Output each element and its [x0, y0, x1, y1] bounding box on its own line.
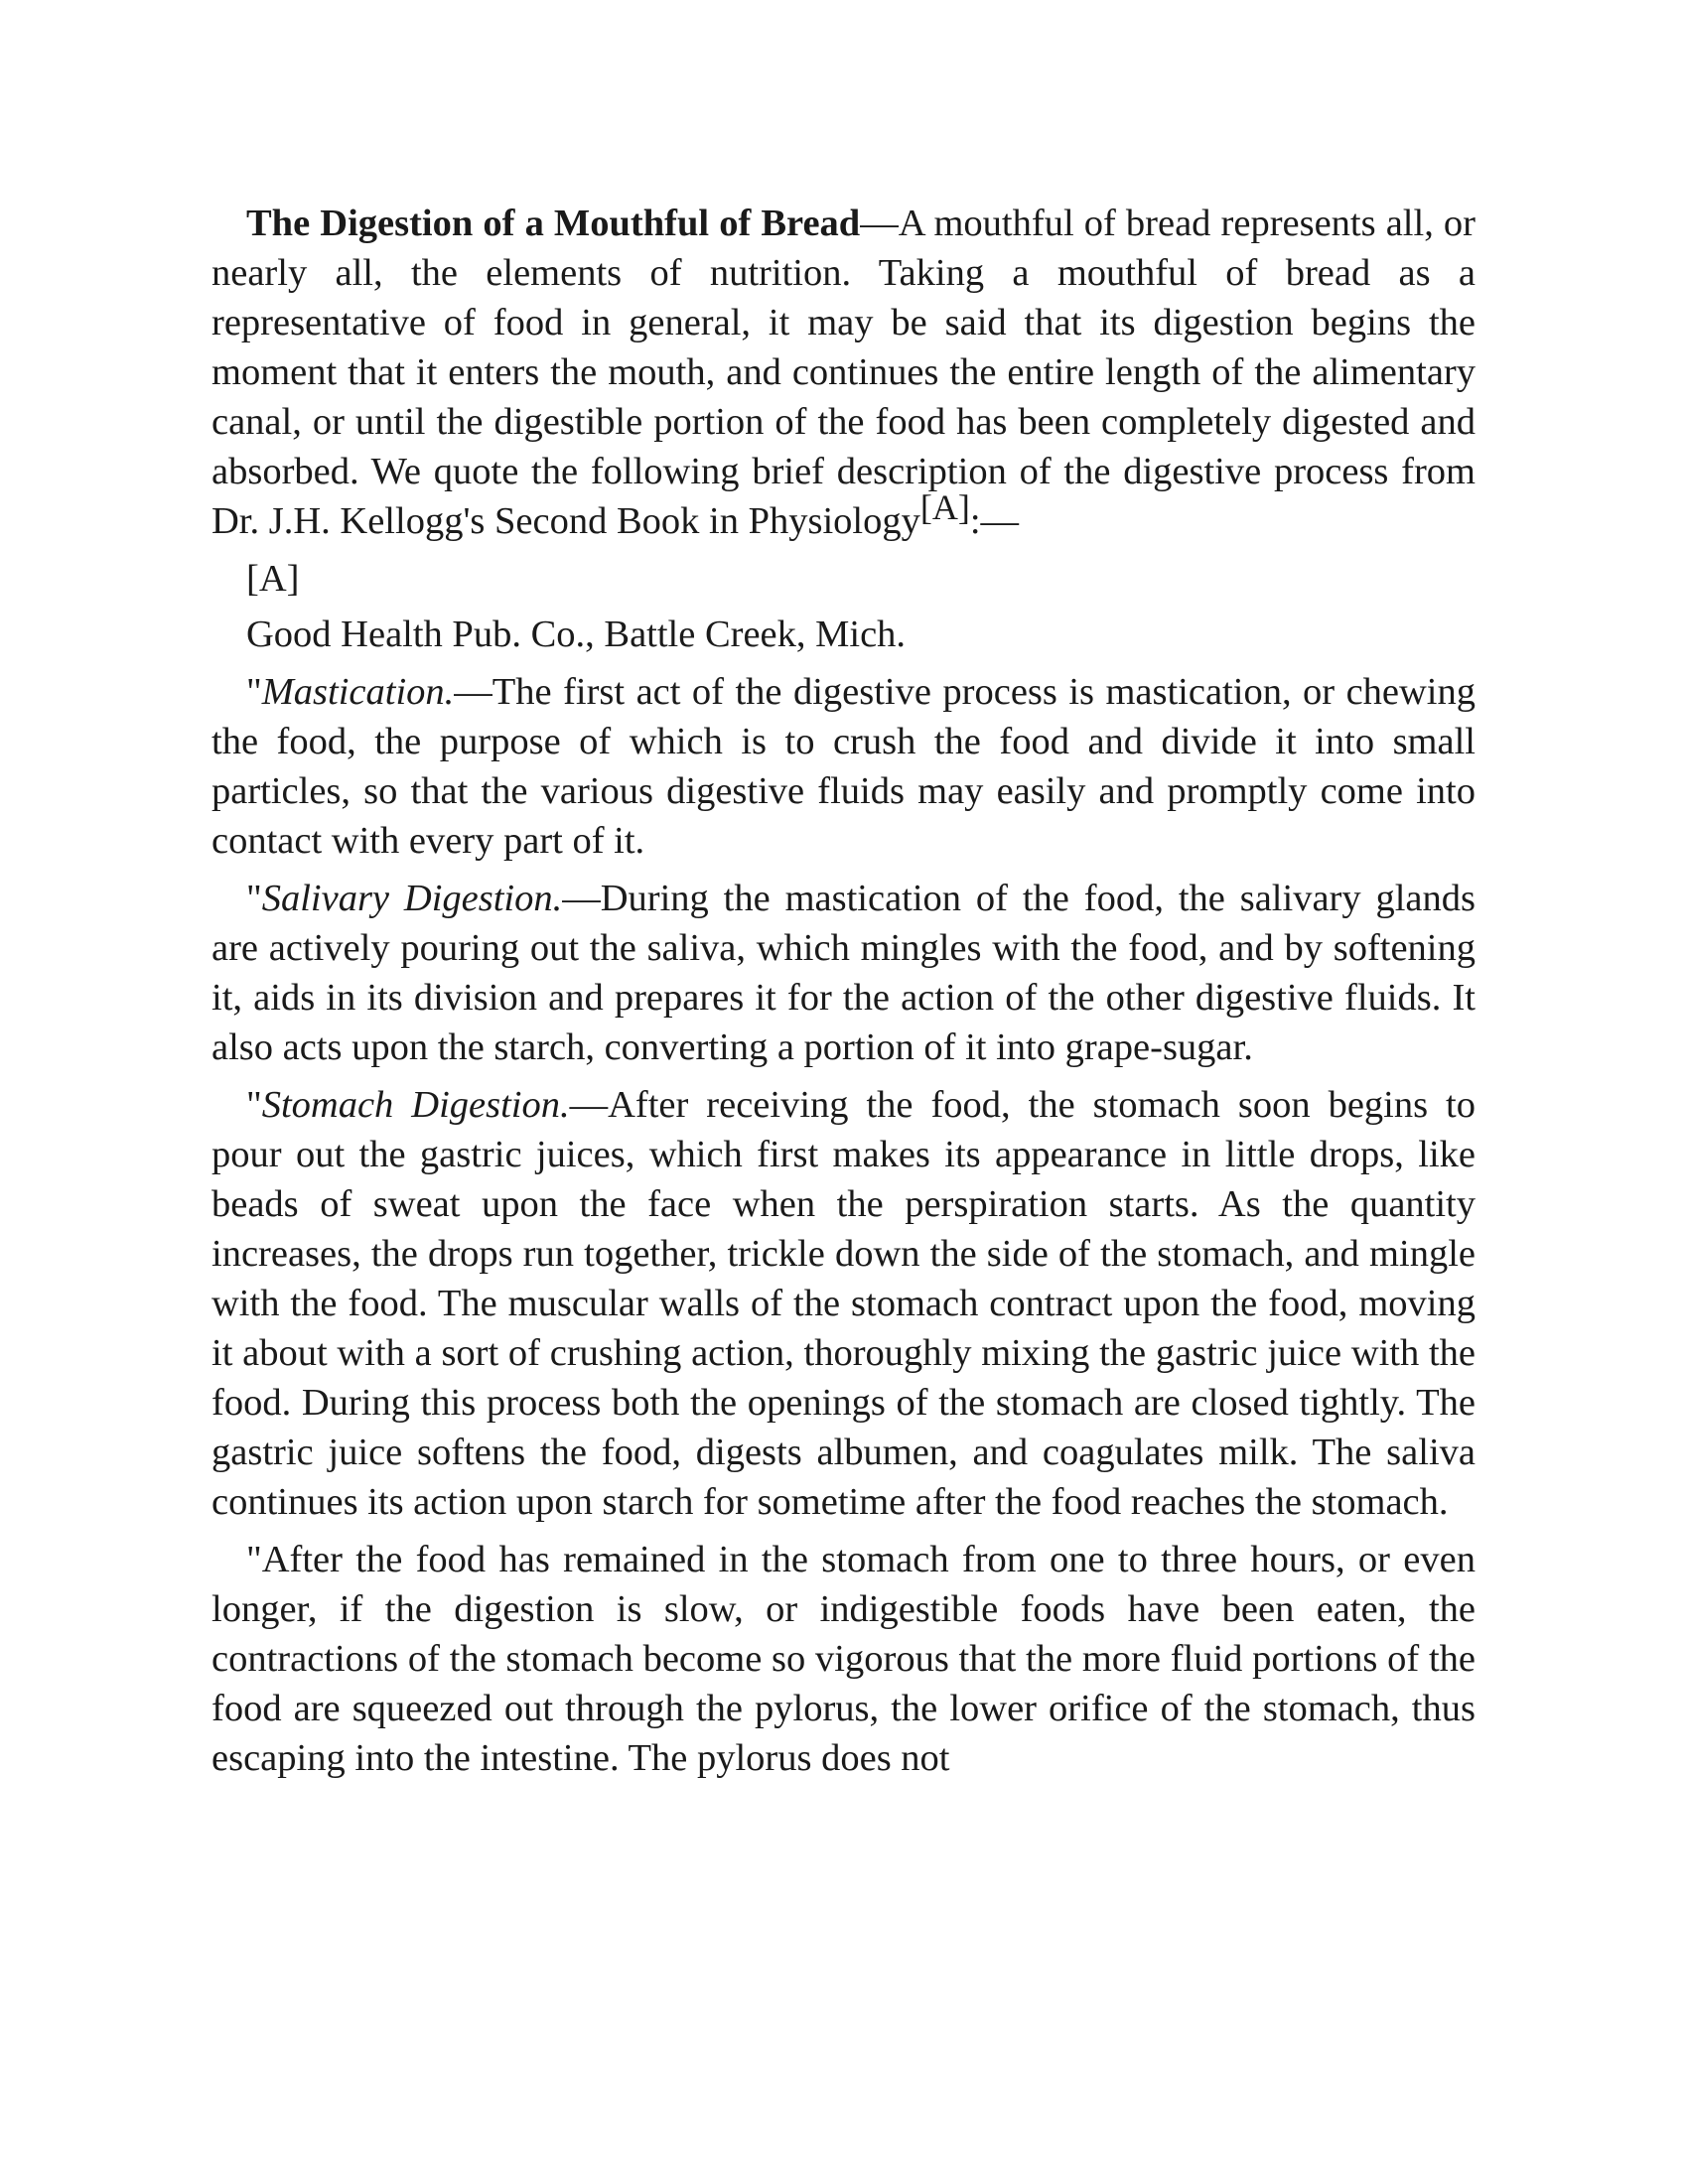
paragraph-text: —During the mastication of the food, the salivary glands are actively pouring out the saliva, which mingles with the food, and by softening it, aids in its division and prepares it for the action of the other digestive fluids. It also acts upon the starch, converting a portion of it into grape-sugar.	[211, 878, 1476, 1068]
section-heading: The Digestion of a Mouthful of Bread	[246, 203, 861, 244]
paragraph-after-food: "After the food has remained in the stomach from one to three hours, or even longer, if the digestion is slow, or indigestible foods have been eaten, the contractions of the stomach become so vigorous that the more fluid portions of the food are squeezed out through the pylorus, the lower orifice of the stomach, thus escaping into the intestine. The pylorus does not	[211, 1539, 1476, 1779]
paragraph-tail: :—	[969, 500, 1020, 542]
subsection-title: Mastication.	[261, 671, 455, 713]
footnote-reference-link[interactable]: [A]	[919, 487, 970, 527]
paragraph-bread-digestion	[211, 199, 1476, 546]
subsection-title: Salivary Digestion.	[261, 878, 563, 919]
paragraph-mastication	[211, 667, 1476, 866]
open-quote: "	[246, 1084, 262, 1126]
document-page	[211, 199, 1476, 1791]
footnote-label: [A]	[246, 558, 300, 600]
paragraph-salivary-digestion	[211, 874, 1476, 1072]
paragraph-stomach-digestion	[211, 1080, 1476, 1527]
open-quote: "	[246, 671, 262, 713]
paragraph-text: —After receiving the food, the stomach soon begins to pour out the gastric juices, which first makes its appearance in little drops, like beads of sweat upon the face when the perspiration starts. As the quantity increases, the drops run together, trickle down the side of the stomach, and mingle with the food. The muscular walls of the stomach contract upon the food, moving it about with a sort of crushing action, thoroughly mixing the gastric juice with the food. During this process both the openings of the stomach are closed tightly. The gastric juice softens the food, digests albumen, and coagulates milk. The saliva continues its action upon starch for sometime after the food reaches the stomach.	[211, 1084, 1476, 1523]
open-quote: "	[246, 878, 262, 919]
subsection-title: Stomach Digestion.	[261, 1084, 570, 1126]
paragraph-text: —The first act of the digestive process is mastication, or chewing the food, the purpose of which is to crush the food and divide it into small particles, so that the various digestive fluids may easily and promptly come into contact with every part of it.	[211, 671, 1476, 862]
footnote-text: Good Health Pub. Co., Battle Creek, Mich.	[246, 614, 907, 655]
paragraph-text: —A mouthful of bread represents all, or nearly all, the elements of nutrition. Taking a mouthful of bread as a representative of food in general, it may be said that its digestion begins the moment that it enters the mouth, and continues the entire length of the alimentary canal, or until the digestible portion of the food has been completely digested and absorbed. We quote the following brief description of the digestive process from Dr. J.H. Kellogg's Second Book in Physiology	[211, 203, 1476, 542]
